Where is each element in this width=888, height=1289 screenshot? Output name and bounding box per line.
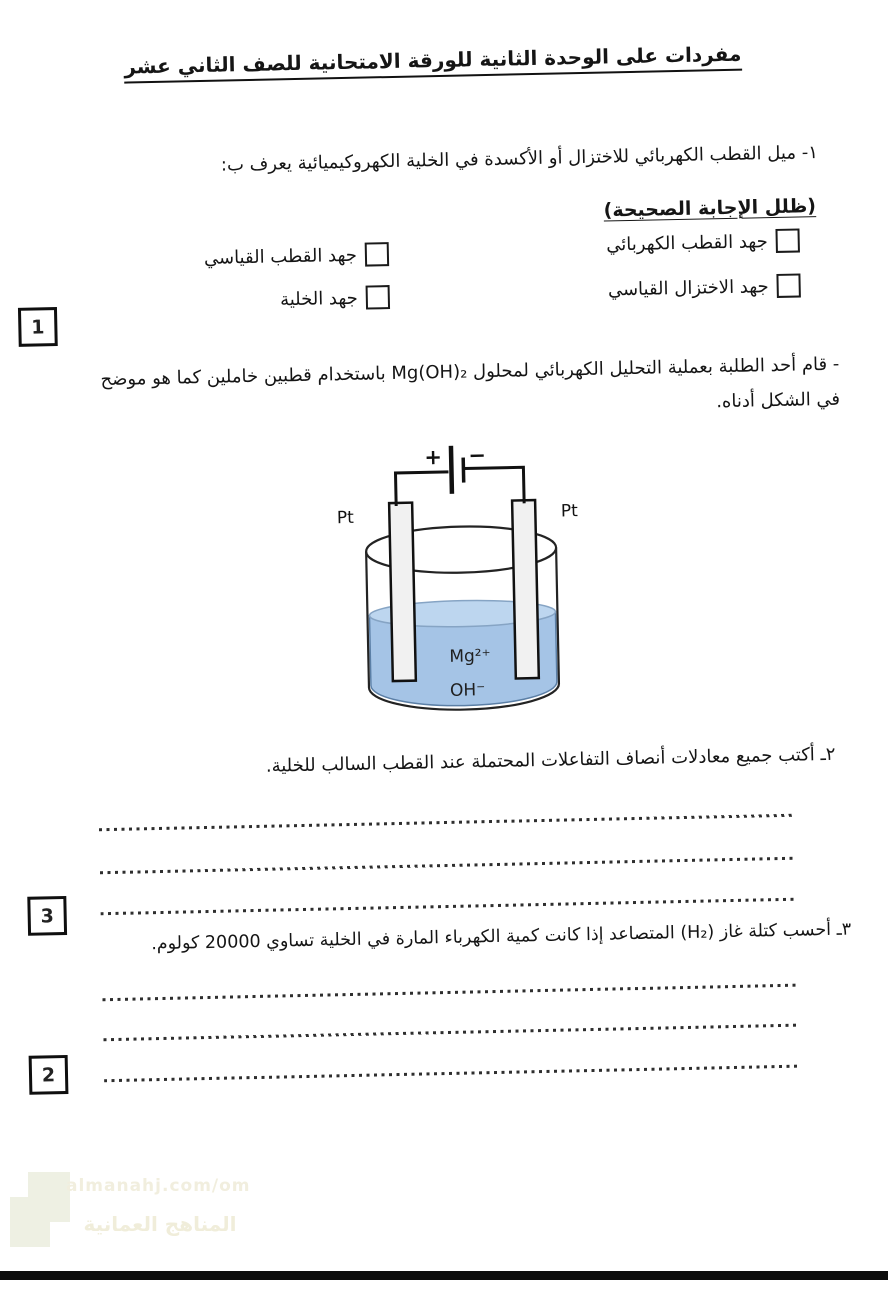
option-label: جهد الخلية bbox=[279, 287, 359, 310]
watermark-logo-block bbox=[10, 1197, 50, 1247]
wire-left bbox=[395, 472, 449, 506]
cation-label: Mg²⁺ bbox=[449, 646, 491, 667]
battery-plus-label: + bbox=[424, 445, 443, 470]
electrode-right bbox=[512, 500, 539, 678]
intro-line-2: في الشكل أدناه. bbox=[716, 388, 841, 413]
electrolysis-cell-diagram bbox=[294, 426, 644, 743]
question-3-text: ٣ـ أحسب كتلة غاز (H₂) المتصاعد إذا كانت كمية الكهرباء المارة في الخلية تساوي 20000 كولوم. bbox=[151, 919, 852, 955]
pt-right-label: Pt bbox=[560, 501, 579, 522]
option-label: جهد الاختزال القياسي bbox=[607, 275, 769, 300]
watermark-brand: المناهج العمانية bbox=[83, 1212, 237, 1236]
answer-line[interactable] bbox=[103, 1024, 798, 1042]
option-cell-potential[interactable] bbox=[280, 285, 390, 311]
checkbox[interactable] bbox=[776, 273, 800, 297]
page-title-text: مفردات على الوحدة الثانية للورقة الامتحانية للصف الثاني عشر bbox=[124, 42, 742, 84]
wire-right bbox=[464, 467, 524, 504]
option-standard-reduction-potential[interactable] bbox=[608, 273, 801, 301]
answer-line[interactable] bbox=[100, 857, 795, 875]
marks-box-q2: 3 bbox=[27, 896, 67, 936]
battery-long-plate bbox=[451, 446, 452, 494]
option-electrode-potential[interactable] bbox=[606, 228, 800, 256]
electrode-left bbox=[389, 503, 416, 681]
checkbox[interactable] bbox=[775, 228, 799, 252]
battery-minus-label: − bbox=[468, 443, 487, 468]
answer-line[interactable] bbox=[101, 898, 796, 916]
watermark-url: almanahj.com/om bbox=[66, 1176, 251, 1196]
marks-box-q3: 2 bbox=[29, 1055, 69, 1095]
option-standard-electrode-potential[interactable] bbox=[204, 242, 389, 270]
answer-line[interactable] bbox=[99, 814, 794, 832]
answer-line[interactable] bbox=[102, 984, 797, 1002]
option-label: جهد القطب الكهربائي bbox=[606, 230, 768, 256]
checkbox[interactable] bbox=[366, 285, 390, 309]
pt-left-label: Pt bbox=[336, 507, 355, 529]
anion-label: OH⁻ bbox=[449, 680, 486, 701]
question-1-instruction: (ظلل الإجابة الصحيحة) bbox=[603, 195, 817, 222]
checkbox[interactable] bbox=[365, 242, 389, 266]
battery-short-plate bbox=[463, 458, 464, 483]
answer-line[interactable] bbox=[104, 1065, 799, 1083]
page-title bbox=[88, 41, 778, 79]
intro-line-1: - قام أحد الطلبة بعملية التحليل الكهربائي لمحلول Mg(OH)₂ باستخدام قطبين خاملين كما هو موضح bbox=[100, 353, 840, 391]
marks-box-q1: 1 bbox=[18, 307, 58, 347]
scan-edge-bar bbox=[0, 1271, 888, 1280]
question-1-text: ١- ميل القطب الكهربائي للاختزال أو الأكسدة في الخلية الكهروكيميائية يعرف ب: bbox=[220, 142, 819, 176]
question-2-text: ٢ـ أكتب جميع معادلات أنصاف التفاعلات المحتملة عند القطب السالب للخلية. bbox=[265, 743, 836, 777]
option-label: جهد القطب القياسي bbox=[203, 244, 358, 269]
